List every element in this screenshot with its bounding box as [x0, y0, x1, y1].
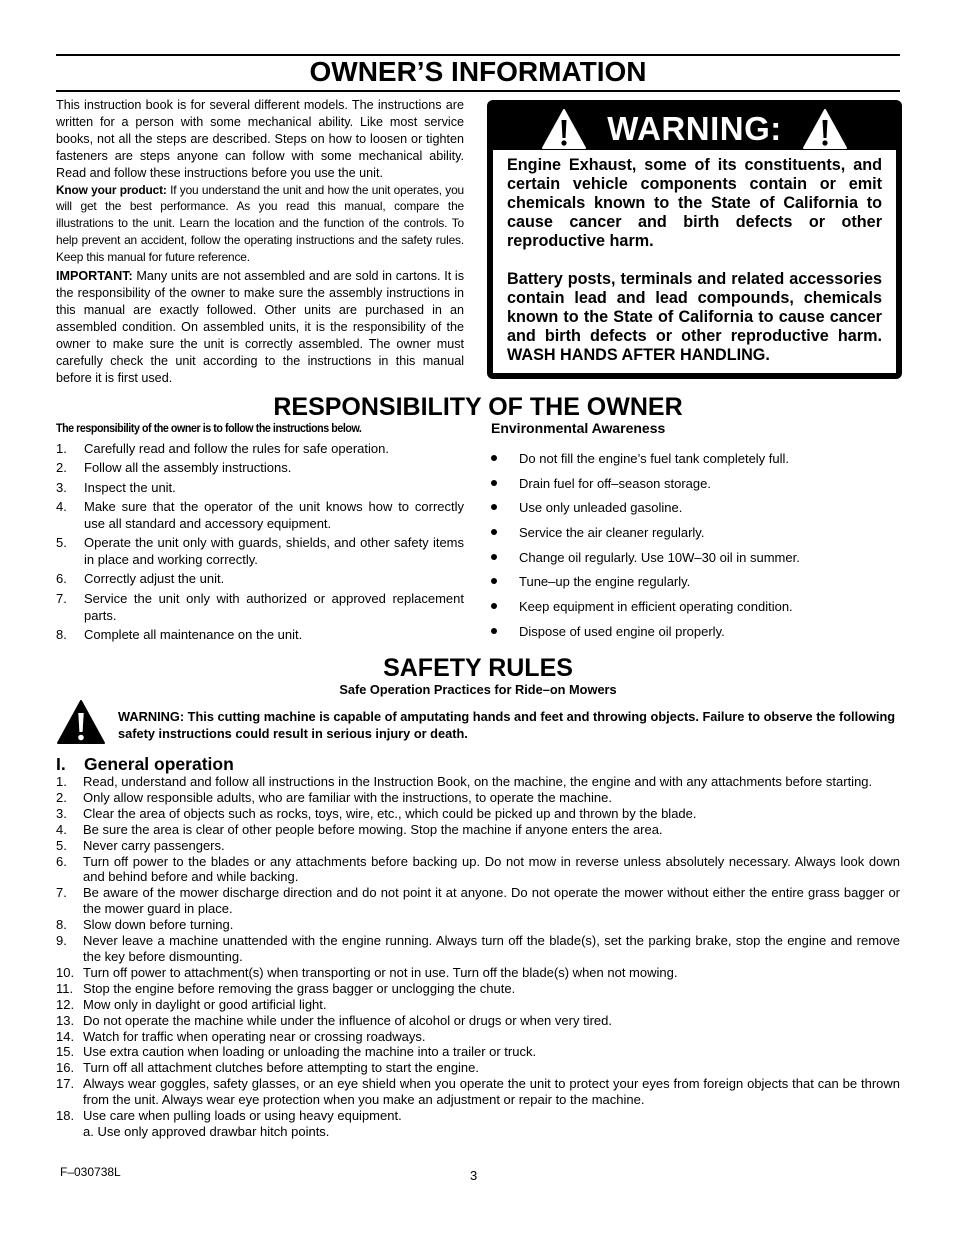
item-number: 2.: [56, 789, 67, 805]
intro-text: [56, 97, 464, 386]
environmental-heading: Environmental Awareness: [491, 420, 666, 436]
item-text: Service the air cleaner regularly.: [519, 525, 705, 541]
california-warning-box: [487, 100, 902, 379]
item-number: 3.: [56, 479, 67, 495]
bullet-icon: [491, 578, 497, 584]
item-number: 16.: [56, 1060, 75, 1076]
general-operation-item: [56, 774, 900, 790]
general-operation-item: [56, 1060, 900, 1076]
item-number: 4.: [56, 821, 67, 837]
item-text: Be sure the area is clear of other people before mowing. Stop the machine if anyone enters the area.: [83, 821, 663, 837]
general-operation-subitem: a. Use only approved drawbar hitch points.: [83, 1123, 330, 1139]
item-text: Do not operate the machine while under the influence of alcohol or drugs or when very tired.: [83, 1012, 612, 1028]
general-operation-heading: I. General operation: [56, 754, 234, 774]
item-text: Dispose of used engine oil properly.: [519, 623, 725, 639]
environmental-item: [491, 598, 800, 623]
item-text: Always wear goggles, safety glasses, or an eye shield when you operate the unit to protect your eyes from foreign objects that can be thrown from the unit. Always wear eye protection when you make an adjustment or repair to the machine.: [83, 1076, 900, 1108]
general-operation-list: [56, 774, 900, 1140]
item-text: Correctly adjust the unit.: [84, 571, 225, 587]
environmental-item: [491, 623, 800, 648]
item-number: 7.: [56, 590, 67, 606]
item-number: 12.: [56, 996, 75, 1012]
safety-subtitle: Safe Operation Practices for Ride–on Mowers: [339, 682, 617, 697]
item-text: Turn off all attachment clutches before attempting to start the engine.: [83, 1060, 480, 1076]
item-text: Drain fuel for off–season storage.: [519, 475, 711, 491]
item-text: Mow only in daylight or good artificial light.: [83, 996, 327, 1012]
general-operation-item: [56, 790, 900, 806]
item-text: Turn off power to attachment(s) when transporting or not in use. Turn off the blade(s) when not mowing.: [83, 964, 678, 980]
safety-warning-text: WARNING: This cutting machine is capable of amputating hands and feet and throwing objects. Failure to observe the following safety instructions could result in serious injury or death.: [118, 709, 896, 741]
item-text: Complete all maintenance on the unit.: [84, 627, 303, 643]
intro-paragraph: This instruction book is for several different models. The instructions are written for a person with some mechanical ability. Like most service books, not all the steps are described. Steps on how to loosen or tighten fasteners are steps anyone can follow with some mechanical ability. Read and follow these instructions before you use the unit.: [56, 98, 464, 180]
general-operation-item: [56, 917, 900, 933]
item-text: Never leave a machine unattended with the engine running. Always turn off the blade(s), set the parking brake, stop the engine and remove the key before dismounting.: [83, 933, 900, 964]
responsibility-item: [56, 479, 464, 496]
item-text: Use extra caution when loading or unloading the machine into a trailer or truck.: [83, 1044, 537, 1060]
general-operation-item: [56, 806, 900, 822]
warning-title: [487, 106, 902, 152]
item-text: Read, understand and follow all instructions in the Instruction Book, on the machine, the engine and with any attachments before starting.: [83, 774, 873, 789]
item-text: Follow all the assembly instructions.: [84, 460, 292, 476]
item-text: Watch for traffic when operating near or crossing roadways.: [83, 1028, 426, 1044]
warning-word: WARNING:: [607, 110, 782, 147]
item-text: Turn off power to the blades or any attachments before backing up. Do not mow in reverse unless absolutely necessary. Always look down and behind before and while backing.: [83, 853, 900, 885]
responsibility-item: [56, 570, 464, 587]
responsibility-item: [56, 626, 464, 643]
general-operation-item: [56, 822, 900, 838]
responsibility-item: [56, 498, 464, 532]
item-number: 6.: [56, 853, 67, 869]
know-product-paragraph: Know your product: If you understand the unit and how the unit operates, you will get the best performance. As you read this manual, compare the illustrations to the unit. Learn the location and the function of the controls. To help prevent an accident, follow the operating instructions and the safety rules. Keep this manual for future reference.: [56, 182, 464, 265]
environmental-item: [491, 450, 800, 475]
item-number: 8.: [56, 627, 67, 643]
bullet-icon: [491, 480, 497, 486]
item-text: Be aware of the mower discharge direction and do not point it at anyone. Do not operate the mower without either the entire grass bagger or the mower guard in place.: [83, 885, 900, 917]
item-number: 5.: [56, 837, 67, 853]
item-number: 14.: [56, 1028, 75, 1044]
important-paragraph: IMPORTANT: Many units are not assembled and are sold in cartons. It is the responsibility of the owner to make sure the assembly instructions in this manual are exactly followed. Other units are purchased in an assembled condition. On assembled units, it is the responsibility of the owner to make sure the unit is correctly assembled. The owner must carefully check the unit according to the instructions in this manual before it is first used.: [56, 269, 464, 385]
know-product-label: Know your product:: [56, 182, 167, 197]
environmental-item: [491, 499, 800, 524]
item-text: Carefully read and follow the rules for safe operation.: [84, 441, 389, 456]
page-title: OWNER’S INFORMATION: [309, 56, 647, 87]
item-number: 9.: [56, 933, 67, 949]
warning-triangle-icon: [541, 108, 587, 150]
responsibility-list: [56, 440, 464, 645]
item-number: 8.: [56, 917, 67, 933]
environmental-item: [491, 573, 800, 598]
item-text: Slow down before turning.: [83, 917, 234, 933]
warning-paragraph-battery: Battery posts, terminals and related accessories contain lead and lead compounds, chemicals known to the State of California to cause cancer and birth defects or other reproductive harm. WASH HANDS AFTER HANDLING.: [507, 270, 882, 364]
document-code: F–030738L: [60, 1165, 121, 1179]
bullet-icon: [491, 603, 497, 609]
item-number: 11.: [56, 980, 74, 996]
item-text: Make sure that the operator of the unit knows how to correctly use all standard and accessory equipment.: [84, 498, 464, 531]
item-number: 2.: [56, 460, 67, 476]
responsibility-item: [56, 590, 464, 624]
item-text: Stop the engine before removing the grass bagger or unclogging the chute.: [83, 980, 516, 996]
bullet-icon: [491, 554, 497, 560]
important-label: IMPORTANT:: [56, 269, 133, 284]
warning-triangle-icon: [802, 108, 848, 150]
item-text: Operate the unit only with guards, shields, and other safety items in place and working correctly.: [84, 535, 464, 568]
item-number: 5.: [56, 535, 67, 551]
general-operation-item: [56, 965, 900, 981]
general-operation-item: [56, 933, 900, 965]
item-text: Tune–up the engine regularly.: [519, 574, 691, 590]
item-number: 1.: [56, 441, 67, 456]
responsibility-heading: RESPONSIBILITY OF THE OWNER: [273, 393, 683, 421]
environmental-item: [491, 549, 800, 574]
item-number: 15.: [56, 1044, 75, 1060]
safety-heading: SAFETY RULES: [383, 654, 573, 682]
warning-text: [493, 150, 896, 373]
general-operation-item: [56, 1044, 900, 1060]
general-operation-item: [56, 1013, 900, 1029]
responsibility-item: [56, 534, 464, 568]
item-text: Only allow responsible adults, who are familiar with the instructions, to operate the machine.: [83, 789, 612, 805]
responsibility-item: [56, 459, 464, 476]
item-number: 18.: [56, 1108, 75, 1124]
general-operation-item: [56, 997, 900, 1013]
environmental-item: [491, 475, 800, 500]
item-text: Keep equipment in efficient operating condition.: [519, 599, 793, 615]
item-number: 1.: [56, 774, 67, 789]
general-operation-item: [56, 1029, 900, 1045]
warning-paragraph-exhaust: Engine Exhaust, some of its constituents, and certain vehicle components contain or emit chemicals known to the State of California to cause cancer and birth defects or other reproductive harm.: [507, 156, 882, 250]
item-text: Service the unit only with authorized or approved replacement parts.: [84, 590, 464, 623]
page-number: 3: [470, 1168, 478, 1183]
general-operation-item: [56, 1076, 900, 1108]
general-operation-item: [56, 981, 900, 997]
general-operation-item: [56, 854, 900, 886]
bullet-icon: [491, 504, 497, 510]
warning-triangle-icon: [56, 699, 106, 745]
bullet-icon: [491, 455, 497, 461]
item-number: 7.: [56, 885, 67, 901]
item-number: 6.: [56, 571, 67, 587]
item-text: Do not fill the engine’s fuel tank completely full.: [519, 451, 790, 466]
item-text: Change oil regularly. Use 10W–30 oil in summer.: [519, 549, 800, 565]
bullet-icon: [491, 529, 497, 535]
item-text: Inspect the unit.: [84, 479, 176, 495]
item-number: 10.: [56, 964, 75, 980]
item-number: 13.: [56, 1012, 75, 1028]
environmental-item: [491, 524, 800, 549]
general-operation-item: [56, 1108, 900, 1124]
title-rule: [56, 90, 900, 92]
general-operation-item: [56, 838, 900, 854]
general-operation-item: [56, 885, 900, 917]
item-text: Use only unleaded gasoline.: [519, 500, 683, 516]
item-number: 4.: [56, 498, 67, 514]
item-text: Never carry passengers.: [83, 837, 225, 853]
environmental-list: [491, 450, 800, 648]
bullet-icon: [491, 628, 497, 634]
item-number: 17.: [56, 1076, 75, 1092]
item-text: Use care when pulling loads or using heavy equipment.: [83, 1108, 402, 1124]
item-number: 3.: [56, 805, 67, 821]
responsibility-subtitle: The responsibility of the owner is to follow the instructions below.: [56, 421, 362, 435]
item-text: Clear the area of objects such as rocks, toys, wire, etc., which could be picked up and thrown by the blade.: [83, 805, 697, 821]
responsibility-item: [56, 440, 464, 457]
